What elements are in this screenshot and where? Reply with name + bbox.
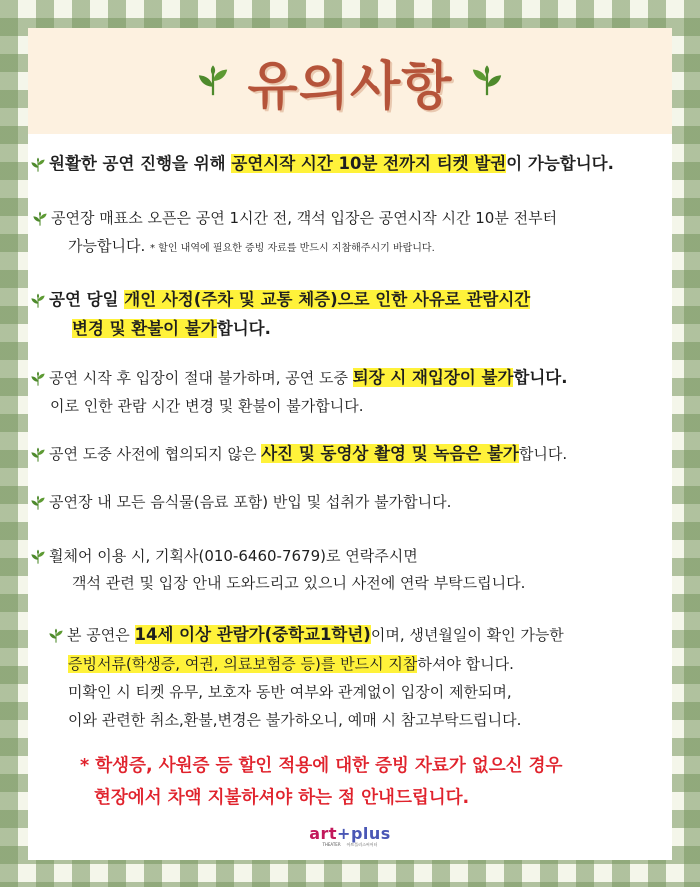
warning-line2: 현장에서 차액 지불하셔야 하는 점 안내드립니다. <box>94 788 470 808</box>
page-title: 유의사항 <box>247 56 453 117</box>
notice-age-limit-line2: 증빙서류(학생증, 여권, 의료보험증 등)를 반드시 지참하셔야 합니다. <box>68 655 514 673</box>
discount-note: * 할인 내역에 필요한 증빙 자료를 반드시 지참해주시기 바랍니다. <box>150 243 435 254</box>
logo-wordmark: art+plus <box>309 824 391 843</box>
notice-age-limit-line3: 미확인 시 티켓 유무, 보호자 동반 여부와 관계없이 입장이 제한되며, <box>68 683 512 701</box>
artplus-logo <box>298 826 402 850</box>
leaf-sprig-icon <box>470 64 504 98</box>
wheelchair-icon <box>30 549 46 565</box>
notice-wheelchair-line2: 객석 관련 및 입장 안내 도와드리고 있으니 사전에 연락 부탁드립니다. <box>72 574 526 592</box>
notice-panel <box>28 28 672 860</box>
highlight: 증빙서류(학생증, 여권, 의료보험증 등)를 반드시 지참 <box>68 655 418 673</box>
highlight: 사진 및 동영상 촬영 및 녹음은 불가 <box>261 444 519 463</box>
leaf-sprig-icon <box>30 157 46 173</box>
leaf-sprig-icon <box>30 495 46 511</box>
leaf-sprig-icon <box>48 628 64 644</box>
notice-ticket-issue: 원활한 공연 진행을 위해 공연시작 시간 10분 전까지 티켓 발권이 가능합니다. <box>30 154 614 174</box>
warning-line1: * 학생증, 사원증 등 할인 적용에 대한 증빙 자료가 없으신 경우 <box>80 756 563 776</box>
leaf-sprig-icon <box>32 211 48 227</box>
notice-no-refund: 공연 당일 개인 사정(주차 및 교통 체증)으로 인한 사유로 관람시간 <box>30 290 530 310</box>
leaf-sprig-icon <box>30 293 46 309</box>
highlight: 14세 이상 관람가(중학교1학년) <box>134 625 371 644</box>
leaf-sprig-icon <box>196 64 230 98</box>
title-band <box>28 28 672 134</box>
highlight: 개인 사정(주차 및 교통 체증)으로 인한 사유로 관람시간 <box>124 290 531 309</box>
notice-box-office-line2: 가능합니다. * 할인 내역에 필요한 증빙 자료를 반드시 지참해주시기 바랍니다. <box>68 237 435 255</box>
notice-age-limit-line4: 이와 관련한 취소,환불,변경은 불가하오니, 예매 시 참고부탁드립니다. <box>68 711 522 729</box>
highlight: 퇴장 시 재입장이 불가 <box>352 368 514 387</box>
logo-subtitle: THEATER 아트플러스씨어터 <box>322 842 378 847</box>
notice-no-refund-line2: 변경 및 환불이 불가합니다. <box>72 319 271 338</box>
leaf-sprig-icon <box>30 371 46 387</box>
highlight: 변경 및 환불이 불가 <box>72 319 217 338</box>
notice-no-food: 공연장 내 모든 음식물(음료 포함) 반입 및 섭취가 불가합니다. <box>30 492 451 512</box>
notice-wheelchair: 휠체어 이용 시, 기획사(010-6460-7679)로 연락주시면 <box>30 546 418 566</box>
notice-no-reentry: 공연 시작 후 입장이 절대 불가하며, 공연 도중 퇴장 시 재입장이 불가합니다. <box>30 368 568 388</box>
leaf-sprig-icon <box>30 447 46 463</box>
notice-box-office: 공연장 매표소 오픈은 공연 1시간 전, 객석 입장은 공연시작 시간 10분 전부터 <box>32 208 557 228</box>
highlight: 공연시작 시간 10분 전까지 티켓 발권 <box>231 154 507 173</box>
notice-age-limit: 본 공연은 14세 이상 관람가(중학교1학년)이며, 생년월일이 확인 가능한 <box>48 625 564 645</box>
notice-no-recording: 공연 도중 사전에 협의되지 않은 사진 및 동영상 촬영 및 녹음은 불가합니다. <box>30 444 567 464</box>
notice-no-reentry-line2: 이로 인한 관람 시간 변경 및 환불이 불가합니다. <box>50 397 364 415</box>
